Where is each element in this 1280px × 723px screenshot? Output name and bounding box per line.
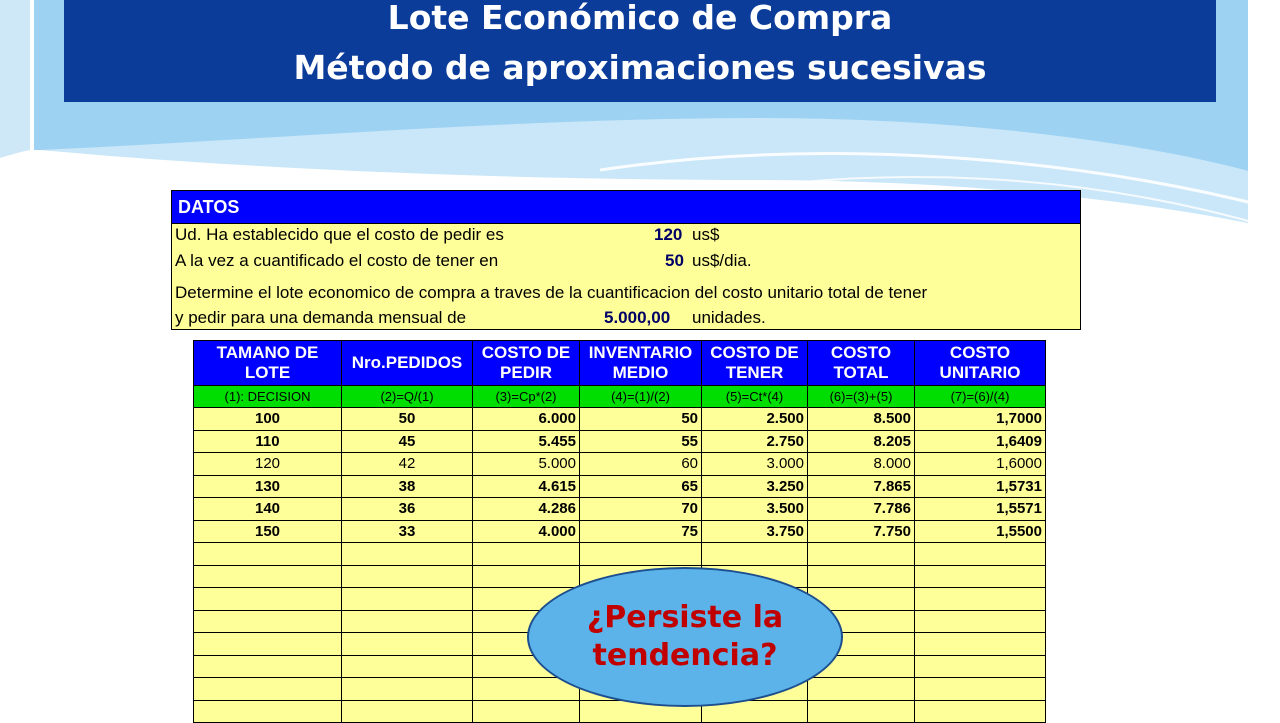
formula-cell: (6)=(3)+(5) <box>808 386 915 408</box>
table-cell: 70 <box>580 498 702 521</box>
datos-line-4: y pedir para una demanda mensual de <box>175 308 467 327</box>
table-cell: 7.865 <box>808 475 915 498</box>
table-cell: 33 <box>342 520 473 543</box>
datos-box <box>171 190 1081 330</box>
empty-cell <box>194 565 342 588</box>
empty-cell <box>808 543 915 566</box>
col-header-pedidos: Nro.PEDIDOS <box>342 341 473 386</box>
datos-line-3: Determine el lote economico de compra a traves de la cuantificacion del costo unitario total de tener <box>175 283 928 302</box>
table-header-row <box>194 341 1046 386</box>
empty-cell <box>915 678 1046 701</box>
table-cell: 130 <box>194 475 342 498</box>
empty-cell <box>808 678 915 701</box>
empty-cell <box>473 700 580 723</box>
table-cell: 8.500 <box>808 408 915 431</box>
empty-cell <box>342 655 473 678</box>
table-cell: 1,5731 <box>915 475 1046 498</box>
table-cell: 4.615 <box>473 475 580 498</box>
empty-row <box>194 700 1046 723</box>
table-cell: 120 <box>194 453 342 476</box>
callout-ellipse <box>527 567 843 707</box>
table-cell: 8.205 <box>808 430 915 453</box>
empty-cell <box>808 700 915 723</box>
table-cell: 4.286 <box>473 498 580 521</box>
empty-cell <box>580 543 702 566</box>
table-cell: 36 <box>342 498 473 521</box>
page-subtitle: Método de aproximaciones sucesivas <box>293 48 987 87</box>
empty-cell <box>915 700 1046 723</box>
empty-cell <box>702 543 808 566</box>
costo-tener-value: 50 <box>665 251 684 270</box>
callout-text: ¿Persiste la tendencia? <box>586 600 784 673</box>
empty-cell <box>915 543 1046 566</box>
formula-cell: (7)=(6)/(4) <box>915 386 1046 408</box>
col-header-costo-pedir: COSTO DE PEDIR <box>473 341 580 386</box>
empty-cell <box>342 610 473 633</box>
table-cell: 1,7000 <box>915 408 1046 431</box>
empty-cell <box>342 700 473 723</box>
table-cell: 5.000 <box>473 453 580 476</box>
col-header-costo-total: COSTO TOTAL <box>808 341 915 386</box>
table-row <box>194 520 1046 543</box>
table-cell: 100 <box>194 408 342 431</box>
empty-cell <box>915 588 1046 611</box>
table-cell: 4.000 <box>473 520 580 543</box>
formula-cell: (2)=Q/(1) <box>342 386 473 408</box>
empty-cell <box>194 700 342 723</box>
costo-pedir-unit: us$ <box>692 225 720 244</box>
empty-cell <box>473 543 580 566</box>
table-row <box>194 498 1046 521</box>
table-cell: 45 <box>342 430 473 453</box>
empty-cell <box>342 588 473 611</box>
empty-cell <box>342 543 473 566</box>
empty-cell <box>194 543 342 566</box>
datos-line-2: A la vez a cuantificado el costo de tener en <box>175 251 499 270</box>
table-cell: 1,5571 <box>915 498 1046 521</box>
col-header-costo-unitario: COSTO UNITARIO <box>915 341 1046 386</box>
empty-cell <box>194 610 342 633</box>
table-cell: 7.750 <box>808 520 915 543</box>
table-cell: 7.786 <box>808 498 915 521</box>
table-cell: 2.500 <box>702 408 808 431</box>
formula-cell: (3)=Cp*(2) <box>473 386 580 408</box>
empty-cell <box>915 610 1046 633</box>
table-cell: 50 <box>580 408 702 431</box>
datos-header: DATOS <box>172 191 1080 224</box>
table-cell: 55 <box>580 430 702 453</box>
empty-cell <box>473 565 580 588</box>
costo-tener-unit: us$/dia. <box>692 251 752 270</box>
table-cell: 2.750 <box>702 430 808 453</box>
table-cell: 50 <box>342 408 473 431</box>
empty-cell <box>342 633 473 656</box>
empty-cell <box>194 588 342 611</box>
costo-pedir-value: 120 <box>654 225 683 244</box>
datos-line-1: Ud. Ha establecido que el costo de pedir es <box>175 225 504 244</box>
table-cell: 3.000 <box>702 453 808 476</box>
table-row <box>194 475 1046 498</box>
table-cell: 110 <box>194 430 342 453</box>
table-cell: 38 <box>342 475 473 498</box>
empty-row <box>194 543 1046 566</box>
table-cell: 60 <box>580 453 702 476</box>
empty-cell <box>808 565 915 588</box>
formula-row <box>194 386 1046 408</box>
table-row <box>194 408 1046 431</box>
table-cell: 42 <box>342 453 473 476</box>
empty-cell <box>342 565 473 588</box>
empty-cell <box>342 678 473 701</box>
empty-cell <box>915 565 1046 588</box>
empty-cell <box>194 633 342 656</box>
table-cell: 8.000 <box>808 453 915 476</box>
table-row <box>194 430 1046 453</box>
empty-cell <box>194 655 342 678</box>
table-row <box>194 453 1046 476</box>
table-cell: 150 <box>194 520 342 543</box>
title-banner <box>64 0 1216 102</box>
formula-cell: (5)=Ct*(4) <box>702 386 808 408</box>
table-cell: 65 <box>580 475 702 498</box>
table-cell: 1,5500 <box>915 520 1046 543</box>
formula-cell: (1): DECISION <box>194 386 342 408</box>
table-cell: 1,6000 <box>915 453 1046 476</box>
empty-cell <box>915 655 1046 678</box>
table-cell: 6.000 <box>473 408 580 431</box>
table-cell: 1,6409 <box>915 430 1046 453</box>
table-cell: 140 <box>194 498 342 521</box>
demanda-unit: unidades. <box>692 308 766 327</box>
col-header-tamano: TAMANO DE LOTE <box>194 341 342 386</box>
empty-cell <box>194 678 342 701</box>
table-cell: 3.750 <box>702 520 808 543</box>
demanda-value: 5.000,00 <box>604 308 671 327</box>
table-cell: 75 <box>580 520 702 543</box>
empty-cell <box>915 633 1046 656</box>
formula-cell: (4)=(1)/(2) <box>580 386 702 408</box>
col-header-inventario: INVENTARIO MEDIO <box>580 341 702 386</box>
col-header-costo-tener: COSTO DE TENER <box>702 341 808 386</box>
table-cell: 3.250 <box>702 475 808 498</box>
table-cell: 5.455 <box>473 430 580 453</box>
page-title: Lote Económico de Compra <box>387 0 893 37</box>
table-cell: 3.500 <box>702 498 808 521</box>
